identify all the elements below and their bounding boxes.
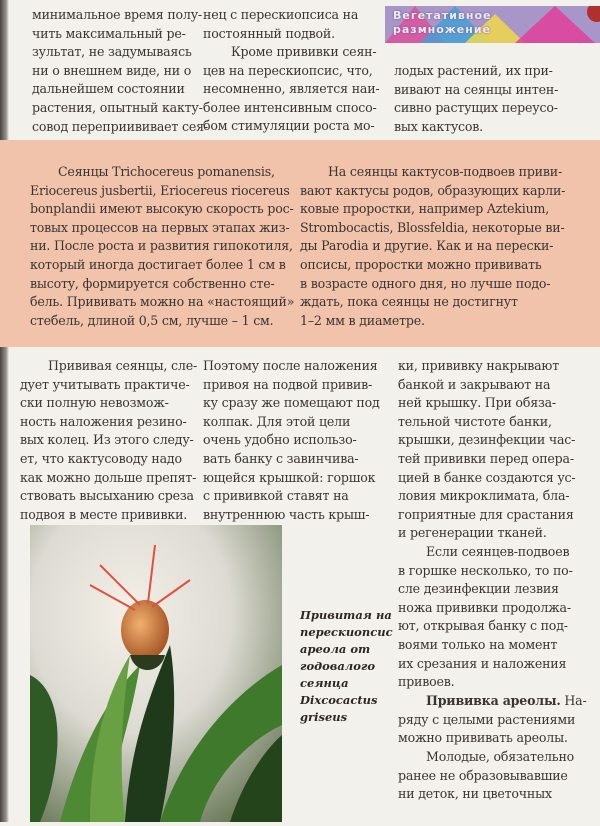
- bottom-col3-text-b: Если сеянцев-подвоев в горшке несколько, то по- сле дезинфекции лезвия ножа прививки продолжа- ют, открывая банку с под- воями только на момент их срезания и наложения привоев.: [398, 544, 573, 690]
- bottom-col2-text: Поэтому после наложения привоя на подвой привив- ку сразу же помещают под колпак. Для этой цели очень удобно использо- вать банку с завинчива- ющейся крышкой: горшок с прививкой ставят на внутреннюю часть крыш-: [203, 358, 380, 522]
- bottom-col3-text-a: ки, прививку накрывают банкой и закрывают на ней крышку. При обяза- тельной чистоте банки, крышки, дезинфекции час- тей прививки перед опера- цией в банке создаются ус- ловия микроклимата, бла- гоприятные для срастания и регенерации тканей.: [398, 358, 576, 541]
- areola-grafting-text: На- ряду с целыми растениями можно прививать ареолы.: [398, 693, 587, 746]
- bottom-col3-text-d: Молодые, обязательно ранее не образовывавшие ни деток, ни цветочных: [398, 749, 575, 802]
- bottom-col3-text-c: [398, 692, 587, 748]
- top-col2-text-b: Кроме прививки сеян- цев на перескиопсис, что, несомненно, является наи- более интенсивным спосо- бом стимуляции роста мо-: [203, 44, 380, 134]
- bottom-col1-text: Прививая сеянцы, сле- дует учитывать практиче- ски полную невозмож- ность наложения резино- вых колец. Из этого следу- ет, что кактусоводу надо как можно дольше препят- ствовать высыханию среза подвоя в месте прививки.: [20, 358, 198, 522]
- band-right-text: На сеянцы кактусов-подвоев приви- вают кактусы родов, образующих карли- ковые проростки, например Aztekium, Strombocactis, Blossfeldia, некоторые ви- ды Parodia и другие. Как и на перески- опсисы, проростки можно прививать в возрасте одного дня, но лучше подо- ждать, пока сеянцы не достигнут 1–2 мм в диаметре.: [300, 164, 566, 328]
- areola-grafting-heading: Прививка ареолы.: [426, 693, 561, 708]
- section-banner: [385, 6, 600, 43]
- banner-title: Вегетативное размножение: [393, 9, 492, 36]
- band-left-text: Сеянцы Trichocereus pomanensis, Eriocereus jusbertii, Eriocereus riocereus bonplandii имеют высокую скорость рос- товых процессов на первых этапах жиз- ни. После роста и развития гипокотиля, который иногда достигает более 1 см в высоту, формируется собственно сте- бель. Прививать можно на «настоящий» стебель, длиной 0,5 см, лучше – 1 см.: [30, 164, 295, 328]
- photo-caption: Привитая на перескиопсис ареола от годовалого сеянца Dixcocactus griseus: [300, 608, 393, 724]
- cactus-graft-photo: [30, 525, 282, 822]
- top-col1-text: минимальное время полу- чить максимальный ре- зультат, не задумываясь ни о внешнем виде, ни о дальнейшем состоянии растения, опытный какту- совод переприививает сея-: [32, 7, 208, 134]
- top-col2-text-a: нец с перескиопсиса на постоянный подвой.: [203, 7, 359, 41]
- top-col3-text: лодых растений, их при- вивают на сеянцы интен- сивно растущих переусо- вых кактусов.: [394, 63, 559, 134]
- page-edge-shadow: [0, 0, 9, 822]
